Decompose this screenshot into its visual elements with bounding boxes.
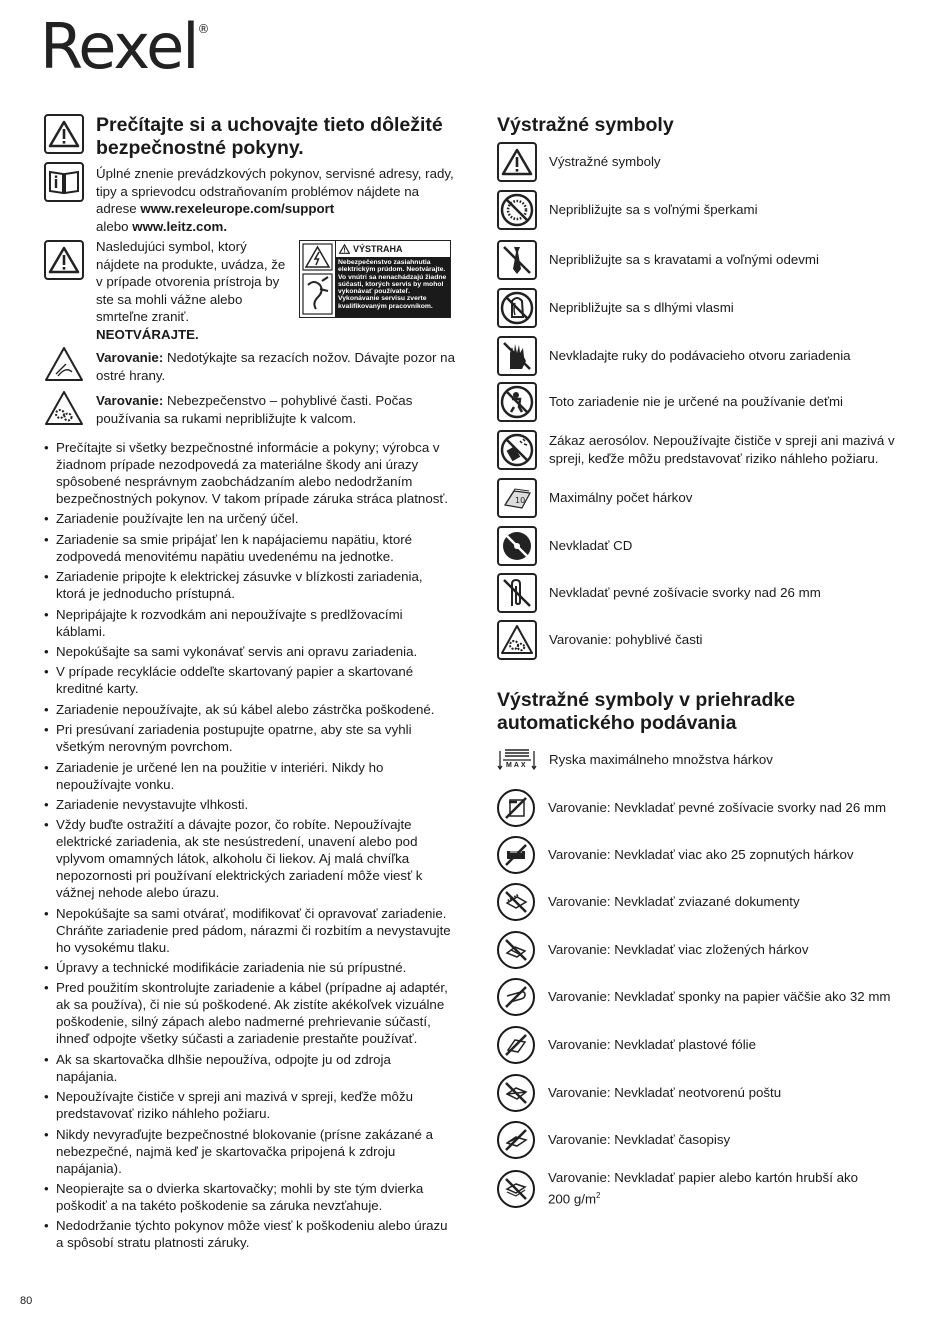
list-item: • Nepokúšajte sa sami otvárať, modifikovať či opravovať zariadenie. Chráňte zariadenie pred pádom, nárazmi či rozbitím a nevystavujte ho vysokému tlaku. bbox=[44, 905, 454, 956]
list-item: • Zariadenie používajte len na určený účel. bbox=[44, 510, 454, 527]
no-bound-docs-icon bbox=[497, 883, 535, 921]
no-aerosol-icon bbox=[497, 430, 537, 470]
auto-symbol-row: Varovanie: Nevkladať plastové fólie bbox=[497, 1026, 917, 1064]
safety-title: Prečítajte si a uchovajte tieto dôležité bezpečnostné pokyny. bbox=[96, 114, 443, 159]
warning-blades: Varovanie: Nedotýkajte sa rezacích nožov. Dávajte pozor na ostré hrany. bbox=[96, 350, 455, 383]
list-item: • Prečítajte si všetky bezpečnostné informácie a pokyny; výrobca v žiadnom prípade nezodpovedá za materiálne škody ani úrazy spôsobené nesprávnym zaobchádzaním alebo nedodržaním bezpečnostných pokynov. V takom prípade záruka stráca platnosť. bbox=[44, 439, 454, 507]
no-cardboard-icon bbox=[497, 1170, 535, 1208]
list-item: • Neopierajte sa o dvierka skartovačky; mohli by ste tým dvierka poškodiť a na takéto poškodenie sa záruka nevzťahuje. bbox=[44, 1180, 454, 1214]
manual-book-icon bbox=[44, 162, 84, 202]
no-magazine-icon bbox=[497, 1121, 535, 1159]
moving-parts-icon bbox=[497, 620, 537, 660]
page-number: 80 bbox=[20, 1295, 33, 1307]
symbol-row: Varovanie: pohyblivé časti bbox=[497, 620, 917, 660]
support-url[interactable]: www.rexeleurope.com/support bbox=[140, 201, 335, 216]
auto-symbol-row: Varovanie: Nevkladať papier alebo kartón hrubší ako 200 $g/m^2$ bbox=[497, 1169, 917, 1208]
auto-feed-symbols-title: Výstražné symboly v priehradke automatického podávania bbox=[497, 689, 796, 734]
safety-bullet-list bbox=[44, 439, 454, 1255]
no-binder-clip-icon bbox=[497, 573, 537, 613]
auto-symbol-row: Varovanie: Nevkladať viac ako 25 zopnutých hárkov bbox=[497, 836, 917, 874]
max-sheets-icon bbox=[497, 478, 537, 518]
symbol-row: Nepribližujte sa s kravatami a voľnými odevmi bbox=[497, 240, 917, 280]
no-children-icon bbox=[497, 382, 537, 422]
auto-symbol-row: Varovanie: Nevkladať neotvorenú poštu bbox=[497, 1074, 917, 1112]
list-item: • Vždy buďte ostražití a dávajte pozor, čo robíte. Nepoužívajte elektrické zariadenia, ak ste nesústredení, unavení alebo pod vplyvom omamných látok, alkoholu či liekov. Aj malá chvíľka nepozornosti pri používaní elektrických zariadení môže viesť k vážnej nehode alebo úrazu. bbox=[44, 816, 454, 901]
symbol-row: Výstražné symboly bbox=[497, 142, 917, 182]
no-long-hair-icon bbox=[497, 288, 537, 328]
symbol-row: Nevkladať pevné zošívacie svorky nad 26 mm bbox=[497, 573, 917, 613]
no-clip-icon bbox=[497, 789, 535, 827]
svg-text:10: 10 bbox=[515, 496, 526, 505]
symbol-row: Nevkladajte ruky do podávacieho otvoru zariadenia bbox=[497, 336, 917, 376]
no-jewellery-icon bbox=[497, 190, 537, 230]
warning-label-title: VÝSTRAHA bbox=[335, 241, 450, 258]
warning-moving-parts: Varovanie: Nebezpečenstvo – pohyblivé časti. Počas používania sa rukami nepribližujte k valcom. bbox=[96, 393, 413, 426]
symbol-row: Zákaz aerosólov. Nepoužívajte čističe v spreji ani mazivá v spreji, keďže môžu predstavovať riziko náhleho požiaru. bbox=[497, 430, 917, 470]
warning-triangle-icon bbox=[44, 114, 84, 154]
symbol-row: Toto zariadenie nie je určené na používanie deťmi bbox=[497, 382, 917, 422]
auto-symbol-row: Varovanie: Nevkladať sponky na papier väčšie ako 32 mm bbox=[497, 978, 917, 1016]
gears-warning-icon bbox=[44, 390, 84, 426]
no-plastic-film-icon bbox=[497, 1026, 535, 1064]
symbol-row: Nepribližujte sa s voľnými šperkami bbox=[497, 190, 917, 230]
warning-triangle-icon bbox=[497, 142, 537, 182]
list-item: • Ak sa skartovačka dlhšie nepoužíva, odpojte ju od zdroja napájania. bbox=[44, 1051, 454, 1085]
list-item: • Zariadenie nepoužívajte, ak sú kábel alebo zástrčka poškodené. bbox=[44, 701, 454, 718]
list-item: • Zariadenie nevystavujte vlhkosti. bbox=[44, 796, 454, 813]
auto-symbol-row: Varovanie: Nevkladať pevné zošívacie svorky nad 26 mm bbox=[497, 789, 917, 827]
no-paperclip-icon bbox=[497, 978, 535, 1016]
list-item: • Nepripájajte k rozvodkám ani nepoužívajte s predlžovacími káblami. bbox=[44, 606, 454, 640]
no-tie-icon bbox=[497, 240, 537, 280]
list-item: • Pri presúvaní zariadenia postupujte opatrne, aby ste sa vyhli všetkým nerovným povrchom. bbox=[44, 721, 454, 755]
no-hands-icon bbox=[497, 336, 537, 376]
leitz-url[interactable]: www.leitz.com. bbox=[132, 218, 228, 234]
rexel-logo: Rexel® bbox=[40, 10, 208, 83]
auto-symbol-row: Varovanie: Nevkladať zviazané dokumenty bbox=[497, 883, 917, 921]
list-item: • Zariadenie sa smie pripájať len k napájaciemu napätiu, ktoré zodpovedá menovitému napätiu uvedenému na jednotke. bbox=[44, 531, 454, 565]
list-item: • Nikdy nevyraďujte bezpečnostné blokovanie (prísne zakázané a nebezpečné, najmä keď je skartovačka pripojená k zdroju napájania). bbox=[44, 1126, 454, 1177]
warning-label-body: Nebezpečenstvo zasiahnutia elektrickým prúdom. Neotvárajte. Vo vnútri sa nenachádzajú žiadne súčasti, ktorých servis by mohol vykonávať používateľ. Vykonávanie servisu zverte kvalifikovaným pracovníkom. bbox=[335, 257, 450, 317]
list-item: • Zariadenie pripojte k elektrickej zásuvke v blízkosti zariadenia, ktorá je jednoducho prístupná. bbox=[44, 568, 454, 602]
intro-paragraph: Úplné znenie prevádzkových pokynov, servisné adresy, rady, tipy a sprievodcu odstraňovaním problémov nájdete na adrese www.rexeleurope.com/support alebo www.leitz.com. bbox=[96, 166, 454, 234]
symbol-row: Nevkladať CD bbox=[497, 526, 917, 566]
auto-symbol-row: Varovanie: Nevkladať viac zložených hárkov bbox=[497, 931, 917, 969]
no-folded-sheets-icon bbox=[497, 931, 535, 969]
max-line-icon: MAX bbox=[497, 747, 537, 773]
list-item: • Nedodržanie týchto pokynov môže viesť k poškodeniu alebo úrazu a spôsobí stratu platnosti záruky. bbox=[44, 1217, 454, 1251]
no-cd-icon bbox=[497, 526, 537, 566]
list-item: • Zariadenie je určené len na použitie v interiéri. Nikdy ho nepoužívajte vonku. bbox=[44, 759, 454, 793]
list-item: • Pred použitím skontrolujte zariadenie a kábel (prípadne aj adaptér, ak sa používa), či nie sú poškodené. Ak zistíte akékoľvek vizuálne poškodenie, silný zápach alebo nadmerné prehrievanie súčastí, ihneď odpojte všetky súčasti a zariadenie prestaňte používať. bbox=[44, 979, 454, 1047]
list-item: • Nepokúšajte sa sami vykonávať servis ani opravu zariadenia. bbox=[44, 643, 454, 660]
list-item: • V prípade recyklácie oddeľte skartovaný papier a skartované kreditné karty. bbox=[44, 663, 454, 697]
warning-label-icons bbox=[300, 241, 336, 317]
symbol-row: 10 Maximálny počet hárkov bbox=[497, 478, 917, 518]
max-line-row: MAX Ryska maximálneho množstva hárkov bbox=[497, 747, 917, 773]
warning-label bbox=[299, 240, 451, 318]
auto-symbol-row: Varovanie: Nevkladať časopisy bbox=[497, 1121, 917, 1159]
list-item: • Nepoužívajte čističe v spreji ani mazivá v spreji, keďže môžu predstavovať riziko náhleho požiaru. bbox=[44, 1088, 454, 1122]
list-item: • Úpravy a technické modifikácie zariadenia nie sú prípustné. bbox=[44, 959, 454, 976]
no-envelope-icon bbox=[497, 1074, 535, 1112]
warning-symbols-title: Výstražné symboly bbox=[497, 114, 674, 136]
sharp-blade-icon bbox=[44, 346, 84, 382]
symbol-explanation: Nasledujúci symbol, ktorý nájdete na produkte, uvádza, že v prípade otvorenia prístroja by ste sa mohli vážne alebo smrteľne zraniť. NEOTVÁRAJTE. bbox=[96, 239, 286, 342]
no-stapled-stack-icon bbox=[497, 836, 535, 874]
symbol-row: Nepribližujte sa s dlhými vlasmi bbox=[497, 288, 917, 328]
warning-triangle-icon-2 bbox=[44, 240, 84, 280]
